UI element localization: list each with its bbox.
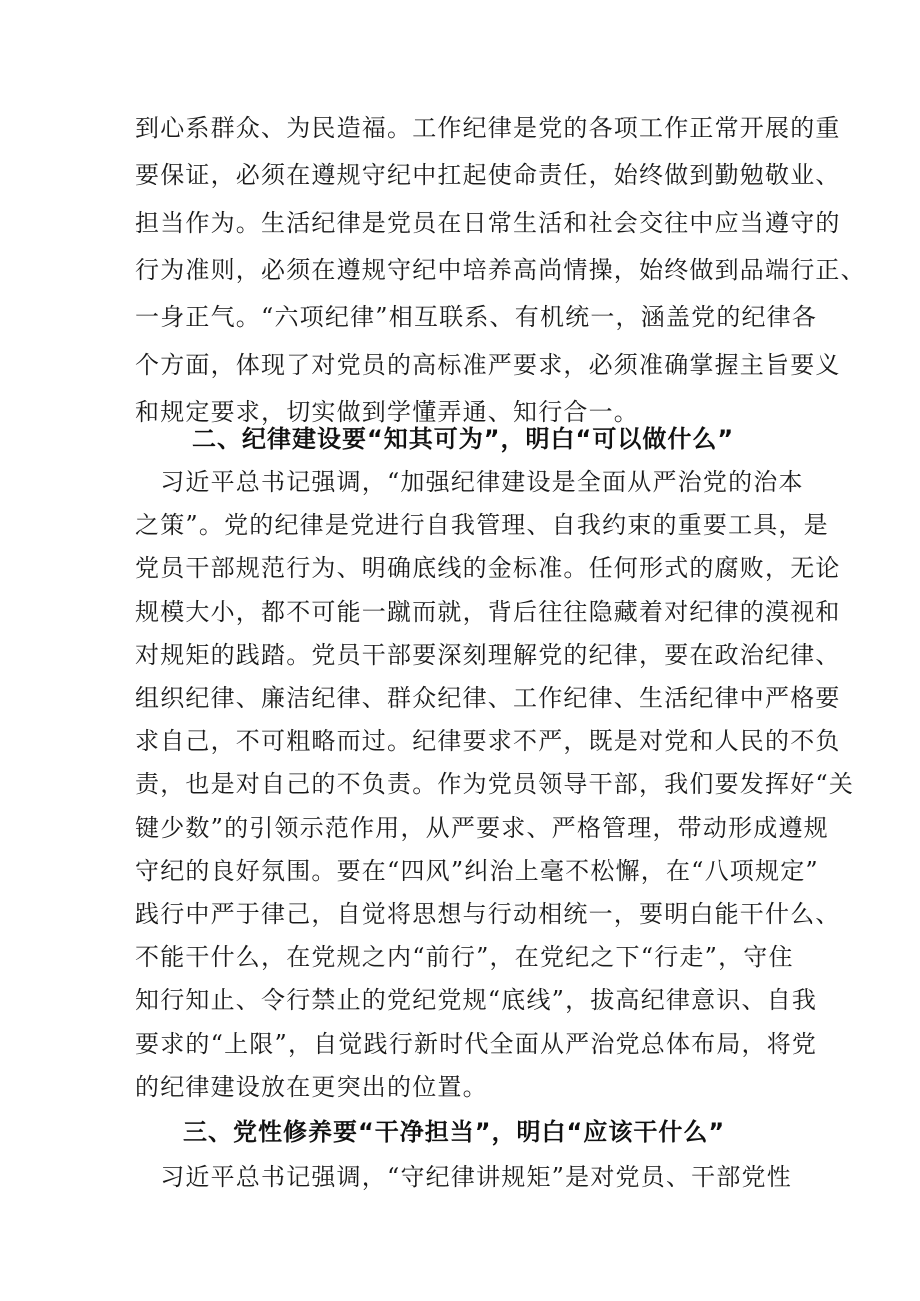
paragraph-line: 知行知止、令行禁止的党纪党规“底线”，拔高纪律意识、自我	[135, 986, 818, 1014]
paragraph-line: 到心系群众、为民造福。工作纪律是党的各项工作正常开展的重	[135, 114, 841, 142]
paragraph-line: 担当作为。生活纪律是党员在日常生活和社会交往中应当遵守的	[135, 209, 841, 237]
paragraph-line: 守纪的良好氛围。要在“四风”纠治上毫不松懈，在“八项规定”	[135, 857, 819, 885]
paragraph-line: 践行中严于律己，自觉将思想与行动相统一，要明白能干什么、	[135, 900, 841, 928]
section-heading-2: 二、纪律建设要“知其可为”，明白“可以做什么”	[192, 425, 735, 453]
paragraph-line: 要求的“上限”，自觉践行新时代全面从严治党总体布局，将党	[135, 1030, 818, 1058]
paragraph-line: 不能干什么，在党规之内“前行”，在党纪之下“行走”，守住	[135, 943, 794, 971]
paragraph-line: 要保证，必须在遵规守纪中扛起使命责任，始终做到勤勉敬业、	[135, 161, 841, 189]
paragraph-line: 键少数”的引领示范作用，从严要求、严格管理，带动形成遵规	[135, 814, 829, 842]
paragraph-line: 行为准则，必须在遵规守纪中培养高尚情操，始终做到品端行正、	[135, 256, 866, 284]
paragraph-line: 的纪律建设放在更突出的位置。	[135, 1073, 488, 1101]
paragraph-line: 组织纪律、廉洁纪律、群众纪律、工作纪律、生活纪律中严格要	[135, 684, 841, 712]
paragraph-line: 之策”。党的纪律是党进行自我管理、自我约束的重要工具，是	[135, 511, 829, 539]
paragraph-line: 一身正气。“六项纪律”相互联系、有机统一，涵盖党的纪律各	[135, 303, 818, 331]
paragraph-line: 党员干部规范行为、明确底线的金标准。任何形式的腐败，无论	[135, 554, 841, 582]
paragraph-line: 对规矩的践踏。党员干部要深刻理解党的纪律，要在政治纪律、	[135, 641, 841, 669]
paragraph-line: 个方面，体现了对党员的高标准严要求，必须准确掌握主旨要义	[135, 351, 841, 379]
paragraph-line: 规模大小，都不可能一蹴而就，背后往往隐藏着对纪律的漠视和	[135, 598, 841, 626]
paragraph-line: 责，也是对自己的不负责。作为党员领导干部，我们要发挥好“关	[135, 770, 855, 798]
section-heading-3: 三、党性修养要“干净担当”，明白“应该干什么”	[183, 1118, 726, 1146]
paragraph-line: 习近平总书记强调，“加强纪律建设是全面从严治党的治本	[135, 468, 804, 496]
paragraph-line: 和规定要求，切实做到学懂弄通、知行合一。	[135, 398, 639, 426]
paragraph-line: 求自己，不可粗略而过。纪律要求不严，既是对党和人民的不负	[135, 727, 841, 755]
paragraph-line: 习近平总书记强调，“守纪律讲规矩”是对党员、干部党性	[135, 1163, 792, 1191]
